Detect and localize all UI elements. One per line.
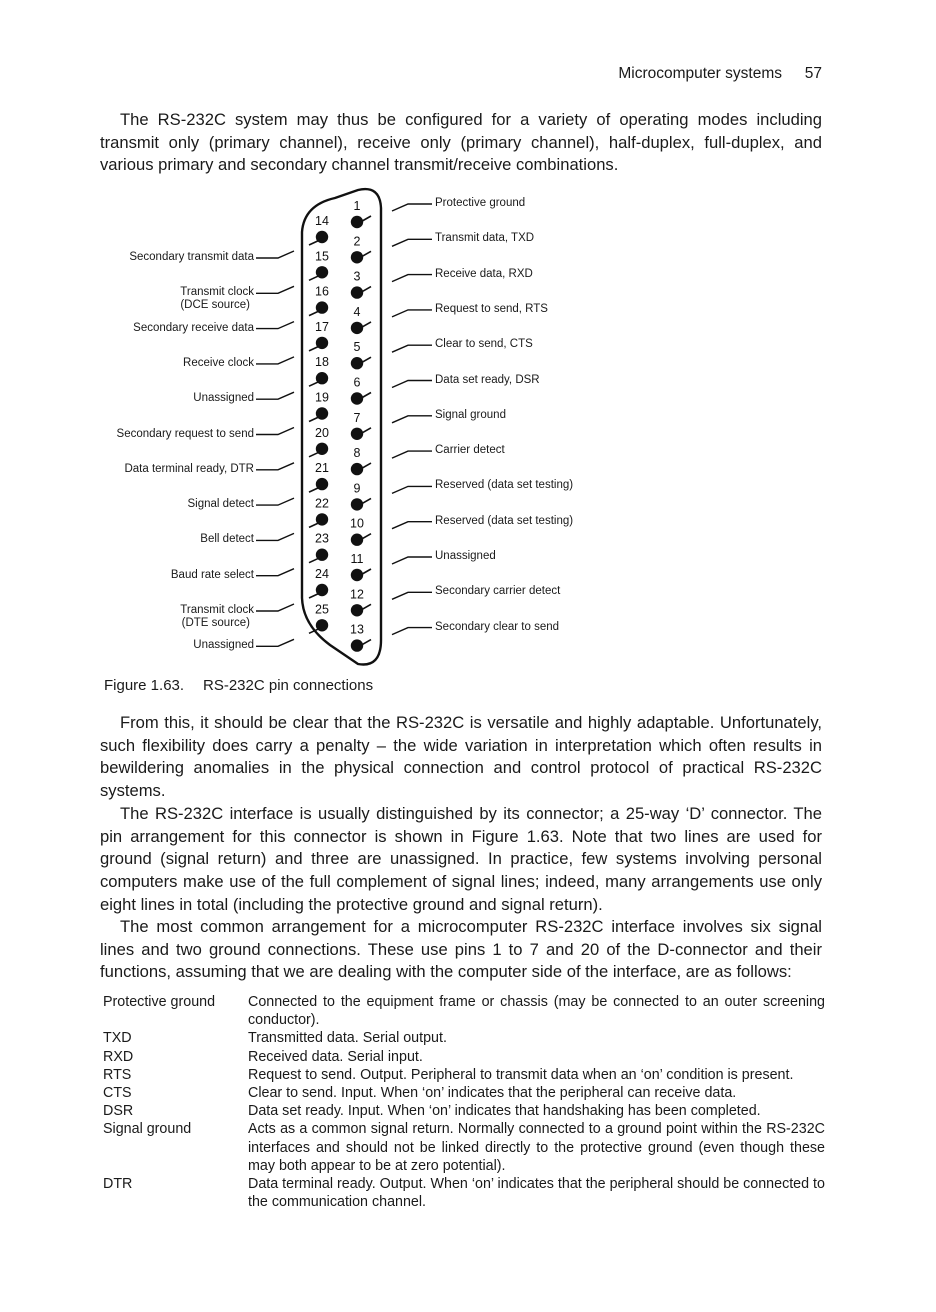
pin-17-label [183,357,254,370]
pin-16-label [133,322,254,335]
pin-4-label: Request to send, RTS [435,302,548,315]
pin-20-label [124,463,254,476]
pin-9-label: Reserved (data set testing) [435,479,574,492]
pin-number: 20 [315,425,329,440]
pin-19-label [117,428,254,441]
definition-description: Request to send. Output. Peripheral to transmit data when an ‘on’ condition is present. [248,1066,794,1083]
pin-number: 23 [315,531,329,546]
pin-label-subtext: (DTE source) [181,617,250,629]
pin-number: 24 [315,567,329,581]
pin-number: 13 [350,622,364,637]
definition-term: Protective ground [103,994,216,1010]
definition-description: Data terminal ready. Output. When ‘on’ indicates that the peripheral should be connected to the communication channel. [248,1176,825,1211]
pin-number: 4 [353,304,361,319]
definition-row [103,993,825,1029]
pin-22-label [200,533,254,546]
pin-25-label [193,639,254,652]
pin-number: 25 [315,602,329,617]
pin-number: 21 [315,461,329,476]
pin-number: 12 [350,587,364,602]
pin-label-text: Transmit clock [180,286,254,299]
definition-row [103,1175,825,1211]
pin-24-label [180,604,254,630]
pin-label-text: Secondary request to send [116,427,254,440]
pin-number: 15 [315,249,329,264]
definition-row [103,1120,825,1175]
definition-description: Transmitted data. Serial output. [248,1030,447,1047]
pin-number: 19 [315,390,329,405]
signal-definitions-list [103,993,825,1211]
pin-number: 14 [315,214,329,228]
definition-term: DSR [103,1103,134,1120]
pin-7-label: Signal ground [435,408,506,421]
pin-12-label: Secondary carrier detect [435,585,561,598]
definition-term: DTR [103,1176,133,1193]
pin-15-label [180,286,254,312]
pin-number: 6 [353,375,361,390]
definition-term: RTS [103,1066,132,1083]
figure-caption [104,677,373,694]
figure-rs232-pinout [0,180,936,700]
pin-number: 11 [350,552,364,566]
pin-number: 3 [353,269,361,284]
paragraph-connector: The RS-232C interface is usually distinguished by its connector; a 25-way ‘D’ connector. The pin arrangement for this connector is shown in Figure 1.63. Note that two lines are used for ground (signal return) and three are unassigned. In practice, few systems involving personal computers make use of the full complement of signal lines; indeed, many arrangements use only eight lines in total (including the protective ground and signal return). [100,804,822,914]
pin-label-text: Transmit clock [180,604,254,616]
pin-10-label: Reserved (data set testing) [435,514,574,527]
pin-2-label: Transmit data, TXD [435,232,535,245]
pin-label-text: Receive clock [183,356,254,369]
definition-term: TXD [103,1030,132,1047]
figure-caption-text: RS-232C pin connections [203,677,374,694]
definition-description: Clear to send. Input. When ‘on’ indicates that the peripheral can receive data. [248,1085,737,1102]
connector-shell-outline [302,189,381,664]
definition-row [103,1084,825,1102]
pin-number: 22 [315,496,329,511]
page-number: 57 [804,65,822,82]
pin-11-label: Unassigned [435,550,496,562]
definition-description: Data set ready. Input. When ‘on’ indicates that handshaking has been completed. [248,1103,761,1120]
pin-5-label: Clear to send, CTS [435,338,533,351]
pin-label-text: Data terminal ready, DTR [124,462,254,475]
pin-14-label [129,251,254,264]
definition-description: Received data. Serial input. [248,1048,423,1065]
paragraph-versatility: From this, it should be clear that the RS-232C is versatile and highly adaptable. Unfortunately, such flexibility does carry a penalty – the wide variation in interpretation which often results in bewildering anomalies in the physical connection and control protocol of practical RS-232C systems. [100,713,822,801]
pin-label-text: Secondary transmit data [129,251,254,263]
pin-label-text: Bell detect [200,533,254,546]
definition-term: RXD [103,1048,134,1065]
definition-description: Connected to the equipment frame or chassis (may be connected to an outer screening conductor). [248,994,825,1029]
running-title: Microcomputer systems [618,65,782,82]
pin-number: 9 [353,481,361,496]
figure-number: Figure 1.63. [104,677,185,694]
pin-label-text: Signal detect [187,498,254,511]
paragraph-intro: The RS-232C system may thus be configured for a variety of operating modes including transmit only (primary channel), receive only (primary channel), half-duplex, full-duplex, and various primary and secondary channel transmit/receive combinations. [100,110,822,175]
definition-row [103,1066,825,1084]
pin-21-label [188,498,255,511]
pin-number: 18 [315,355,329,370]
pin-3-label: Receive data, RXD [435,267,533,280]
pin-23-label [171,569,254,582]
definition-term: CTS [103,1085,132,1102]
pin-number: 5 [353,340,361,355]
pin-13-label: Secondary clear to send [435,620,560,633]
pin-label-text: Secondary receive data [133,321,254,334]
pin-number: 10 [350,516,364,531]
paragraph-common: The most common arrangement for a microcomputer RS-232C interface involves six signal lines and two ground connections. These use pins 1 to 7 and 20 of the D-connector and their functions, assuming that we are dealing with the computer side of the interface, are as follows: [100,917,822,982]
pin-label-subtext: (DCE source) [180,299,250,312]
definition-description: Acts as a common signal return. Normally connected to a ground point within the RS-232C interfaces and should not be linked directly to the protective ground (even though these may both appear to be at zero potential). [248,1121,825,1174]
pin-8-label: Carrier detect [435,444,505,457]
pin-number: 7 [353,410,361,425]
pin-6-label: Data set ready, DSR [435,373,540,386]
pin-1-label: Protective ground [435,197,526,209]
definition-row [103,1029,825,1047]
definition-term: Signal ground [103,1121,192,1138]
definition-row [103,1048,825,1066]
pin-label-text: Unassigned [193,392,254,405]
pin-label-text: Unassigned [193,639,254,652]
definition-row [103,1102,825,1120]
pin-18-label [193,392,254,405]
pin-number: 2 [353,234,361,249]
pin-number: 17 [315,319,329,334]
pin-number: 1 [353,199,361,213]
pin-number: 8 [353,446,361,461]
pin-number: 16 [315,284,329,299]
pin-label-text: Baud rate select [170,568,254,581]
